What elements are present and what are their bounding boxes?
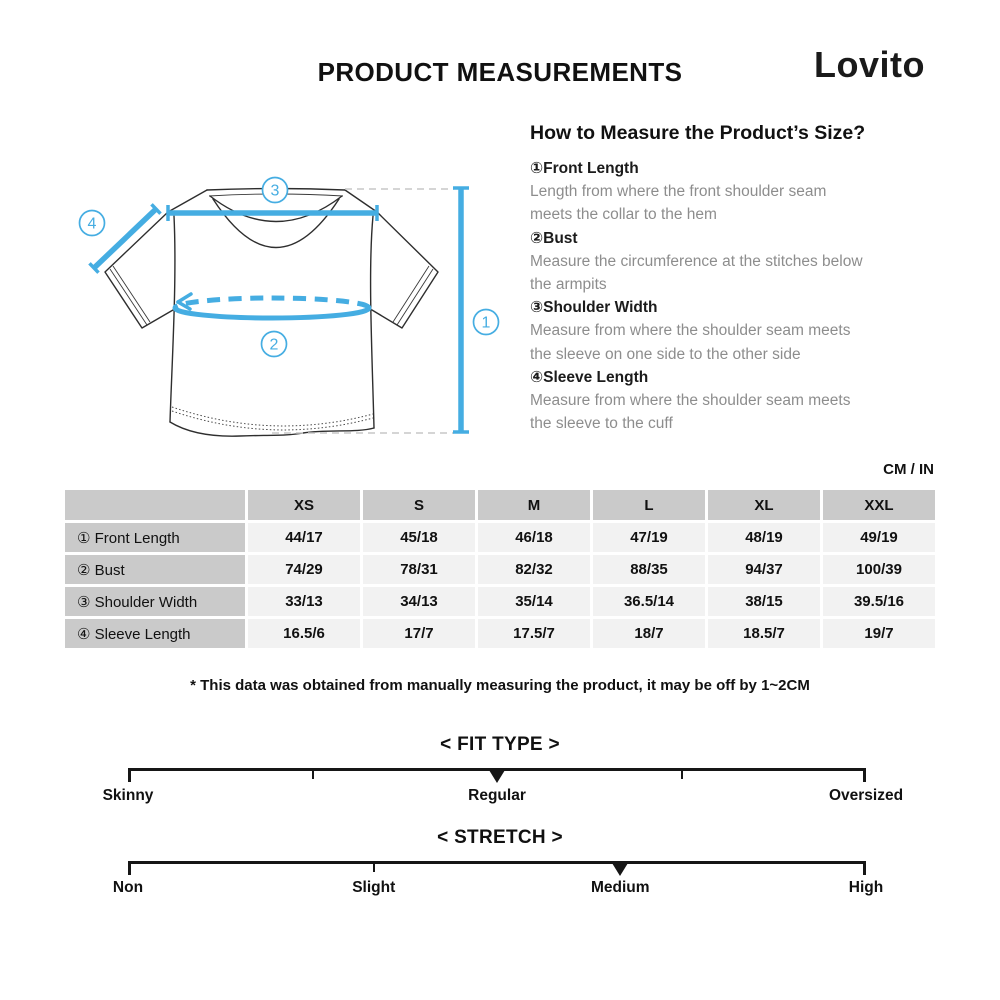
fit-type-marker-triangle <box>489 770 505 783</box>
scale-tick <box>312 768 314 779</box>
how-to-title: How to Measure the Product’s Size? <box>530 122 866 144</box>
svg-text:2: 2 <box>269 336 279 354</box>
measure-desc: Measure from where the shoulder seam meets <box>530 392 851 410</box>
value-cell: 33/13 <box>248 587 360 616</box>
fit-type-scale <box>128 768 866 786</box>
scale-endcap-left <box>128 861 131 875</box>
bust-measure <box>175 294 369 318</box>
tshirt-diagram <box>60 150 520 470</box>
value-cell: 35/14 <box>478 587 590 616</box>
value-cell: 49/19 <box>823 523 935 552</box>
measure-name: ③Shoulder Width <box>530 299 658 317</box>
scale-label: Regular <box>468 787 526 804</box>
table-header-cell: XXL <box>823 490 935 520</box>
brand-logo: Lovito <box>814 44 925 85</box>
measure-desc: the sleeve to the cuff <box>530 415 673 433</box>
scale-label: Medium <box>590 879 650 896</box>
measure-desc: the armpits <box>530 276 607 294</box>
stretch-marker-triangle <box>612 863 628 876</box>
value-cell: 18/7 <box>593 619 705 648</box>
scale-baseline <box>128 861 866 864</box>
measure-item-bust <box>530 227 942 297</box>
measure-item-shoulder-width <box>530 296 942 366</box>
front-length-measure <box>453 188 469 432</box>
table-header-cell: M <box>478 490 590 520</box>
table-corner-cell <box>65 490 245 520</box>
value-cell: 47/19 <box>593 523 705 552</box>
measure-desc: Length from where the front shoulder seam <box>530 183 827 201</box>
badge-sleeve-length <box>80 211 105 236</box>
page-title: PRODUCT MEASUREMENTS <box>317 57 683 87</box>
badge-front-length <box>474 310 499 335</box>
table-header-cell: XL <box>708 490 820 520</box>
value-cell: 88/35 <box>593 555 705 584</box>
row-label-cell: ① Front Length <box>65 523 245 552</box>
value-cell: 38/15 <box>708 587 820 616</box>
row-label-cell: ② Bust <box>65 555 245 584</box>
table-header-cell: S <box>363 490 475 520</box>
value-cell: 44/17 <box>248 523 360 552</box>
badge-shoulder-width <box>263 178 288 203</box>
value-cell: 78/31 <box>363 555 475 584</box>
svg-text:3: 3 <box>270 182 280 200</box>
value-cell: 17/7 <box>363 619 475 648</box>
value-cell: 39.5/16 <box>823 587 935 616</box>
measure-name: ②Bust <box>530 229 578 247</box>
shoulder-width-measure <box>168 205 377 221</box>
scale-endcap-left <box>128 768 131 782</box>
value-cell: 36.5/14 <box>593 587 705 616</box>
scale-tick <box>681 768 683 779</box>
measure-desc: the sleeve on one side to the other side <box>530 345 801 363</box>
value-cell: 94/37 <box>708 555 820 584</box>
size-table <box>65 490 935 648</box>
value-cell: 17.5/7 <box>478 619 590 648</box>
scale-label: Skinny <box>102 787 154 804</box>
scale-endcap-right <box>863 861 866 875</box>
fit-type-labels <box>102 787 904 809</box>
stretch-scale <box>128 861 866 879</box>
scale-label: Non <box>112 879 144 896</box>
measure-desc: meets the collar to the hem <box>530 206 717 224</box>
value-cell: 46/18 <box>478 523 590 552</box>
scale-tick <box>373 861 375 872</box>
scale-endcap-right <box>863 768 866 782</box>
stretch-labels <box>112 879 884 901</box>
unit-label: CM / IN <box>883 461 934 478</box>
tshirt-outline <box>105 189 438 437</box>
measure-name: ④Sleeve Length <box>530 368 649 386</box>
value-cell: 16.5/6 <box>248 619 360 648</box>
how-to-measure-section <box>530 122 942 435</box>
table-header-cell: L <box>593 490 705 520</box>
svg-text:1: 1 <box>481 314 491 332</box>
measure-item-sleeve-length <box>530 366 942 436</box>
row-label-cell: ③ Shoulder Width <box>65 587 245 616</box>
measure-desc: Measure from where the shoulder seam meets <box>530 322 851 340</box>
value-cell: 19/7 <box>823 619 935 648</box>
table-header-cell: XS <box>248 490 360 520</box>
fit-type-title: < FIT TYPE > <box>440 734 560 755</box>
measurement-disclaimer: * This data was obtained from manually measuring the product, it may be off by 1~2CM <box>190 677 810 694</box>
scale-label: High <box>848 879 884 896</box>
value-cell: 45/18 <box>363 523 475 552</box>
value-cell: 100/39 <box>823 555 935 584</box>
scale-label: Oversized <box>828 787 904 804</box>
svg-text:4: 4 <box>87 215 97 233</box>
value-cell: 82/32 <box>478 555 590 584</box>
measure-name: ①Front Length <box>530 160 639 177</box>
value-cell: 34/13 <box>363 587 475 616</box>
badge-bust <box>262 332 287 357</box>
stretch-title: < STRETCH > <box>437 827 563 848</box>
row-label-cell: ④ Sleeve Length <box>65 619 245 648</box>
scale-label: Slight <box>352 879 396 896</box>
value-cell: 74/29 <box>248 555 360 584</box>
measure-desc: Measure the circumference at the stitches below <box>530 252 863 270</box>
measure-item-front-length <box>530 157 942 227</box>
value-cell: 18.5/7 <box>708 619 820 648</box>
value-cell: 48/19 <box>708 523 820 552</box>
